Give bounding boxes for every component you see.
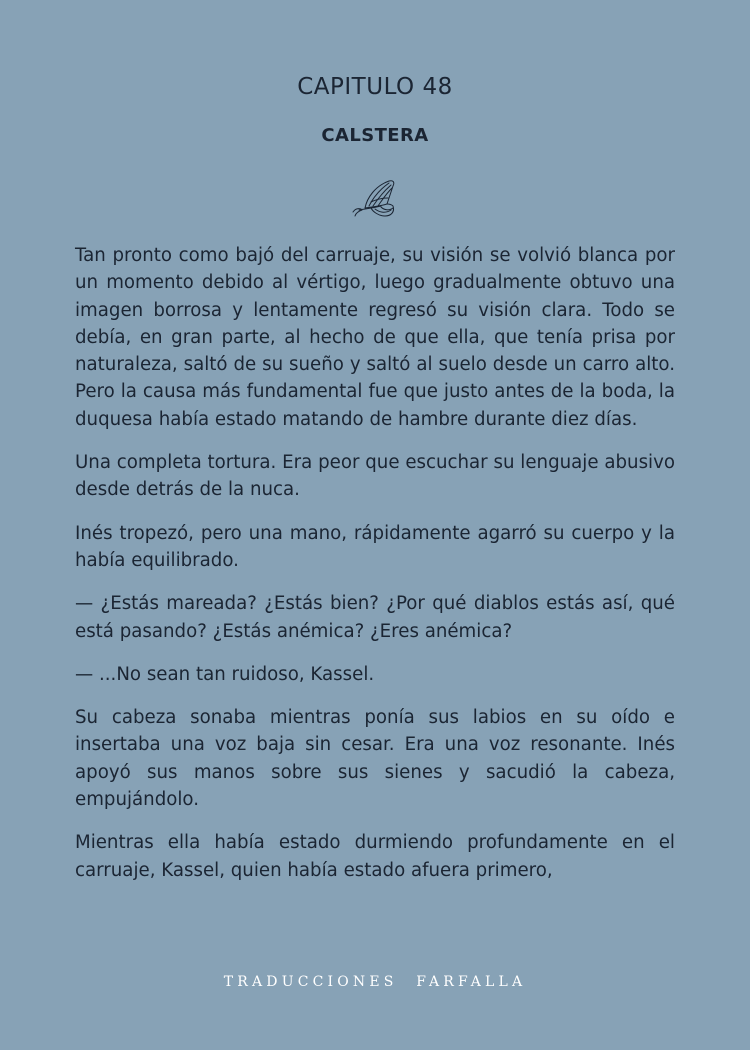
paragraph: Mientras ella había estado durmiendo profundamente en el carruaje, Kassel, quien había estado afuera primero, bbox=[75, 832, 675, 881]
paragraph: Su cabeza sonaba mientras ponía sus labios en su oído e insertaba una voz baja sin cesar. Era una voz resonante. Inés apoyó sus manos sobre sus sienes y sacudió la cabeza, empujándolo. bbox=[75, 707, 675, 811]
paragraph: Tan pronto como bajó del carruaje, su visión se volvió blanca por un momento debido al vértigo, luego gradualmente obtuvo una imagen borrosa y lentamente regresó su visión clara. Todo se debía, en gran parte, al hecho de que ella, que tenía prisa por naturaleza, saltó de su sueño y saltó al suelo desde un carro alto. Pero la causa más fundamental fue que justo antes de la boda, la duquesa había estado matando de hambre durante diez días. bbox=[75, 245, 675, 430]
paragraph: Inés tropezó, pero una mano, rápidamente agarró su cuerpo y la había equilibrado. bbox=[75, 522, 675, 571]
paragraph: — ¿Estás mareada? ¿Estás bien? ¿Por qué diablos estás así, qué está pasando? ¿Estás anémica? ¿Eres anémica? bbox=[75, 593, 675, 642]
chapter-subtitle: CALSTERA bbox=[321, 125, 429, 146]
paragraph: Una completa tortura. Era peor que escuchar su lenguaje abusivo desde detrás de la nuca. bbox=[75, 452, 675, 501]
chapter-title: CAPITULO 48 bbox=[297, 74, 453, 100]
paragraph: — ...No sean tan ruidoso, Kassel. bbox=[75, 663, 375, 685]
footer-credit: TRADUCCIONES FARFALLA bbox=[223, 974, 527, 990]
chapter-body bbox=[75, 242, 675, 900]
butterfly-icon bbox=[351, 176, 399, 220]
